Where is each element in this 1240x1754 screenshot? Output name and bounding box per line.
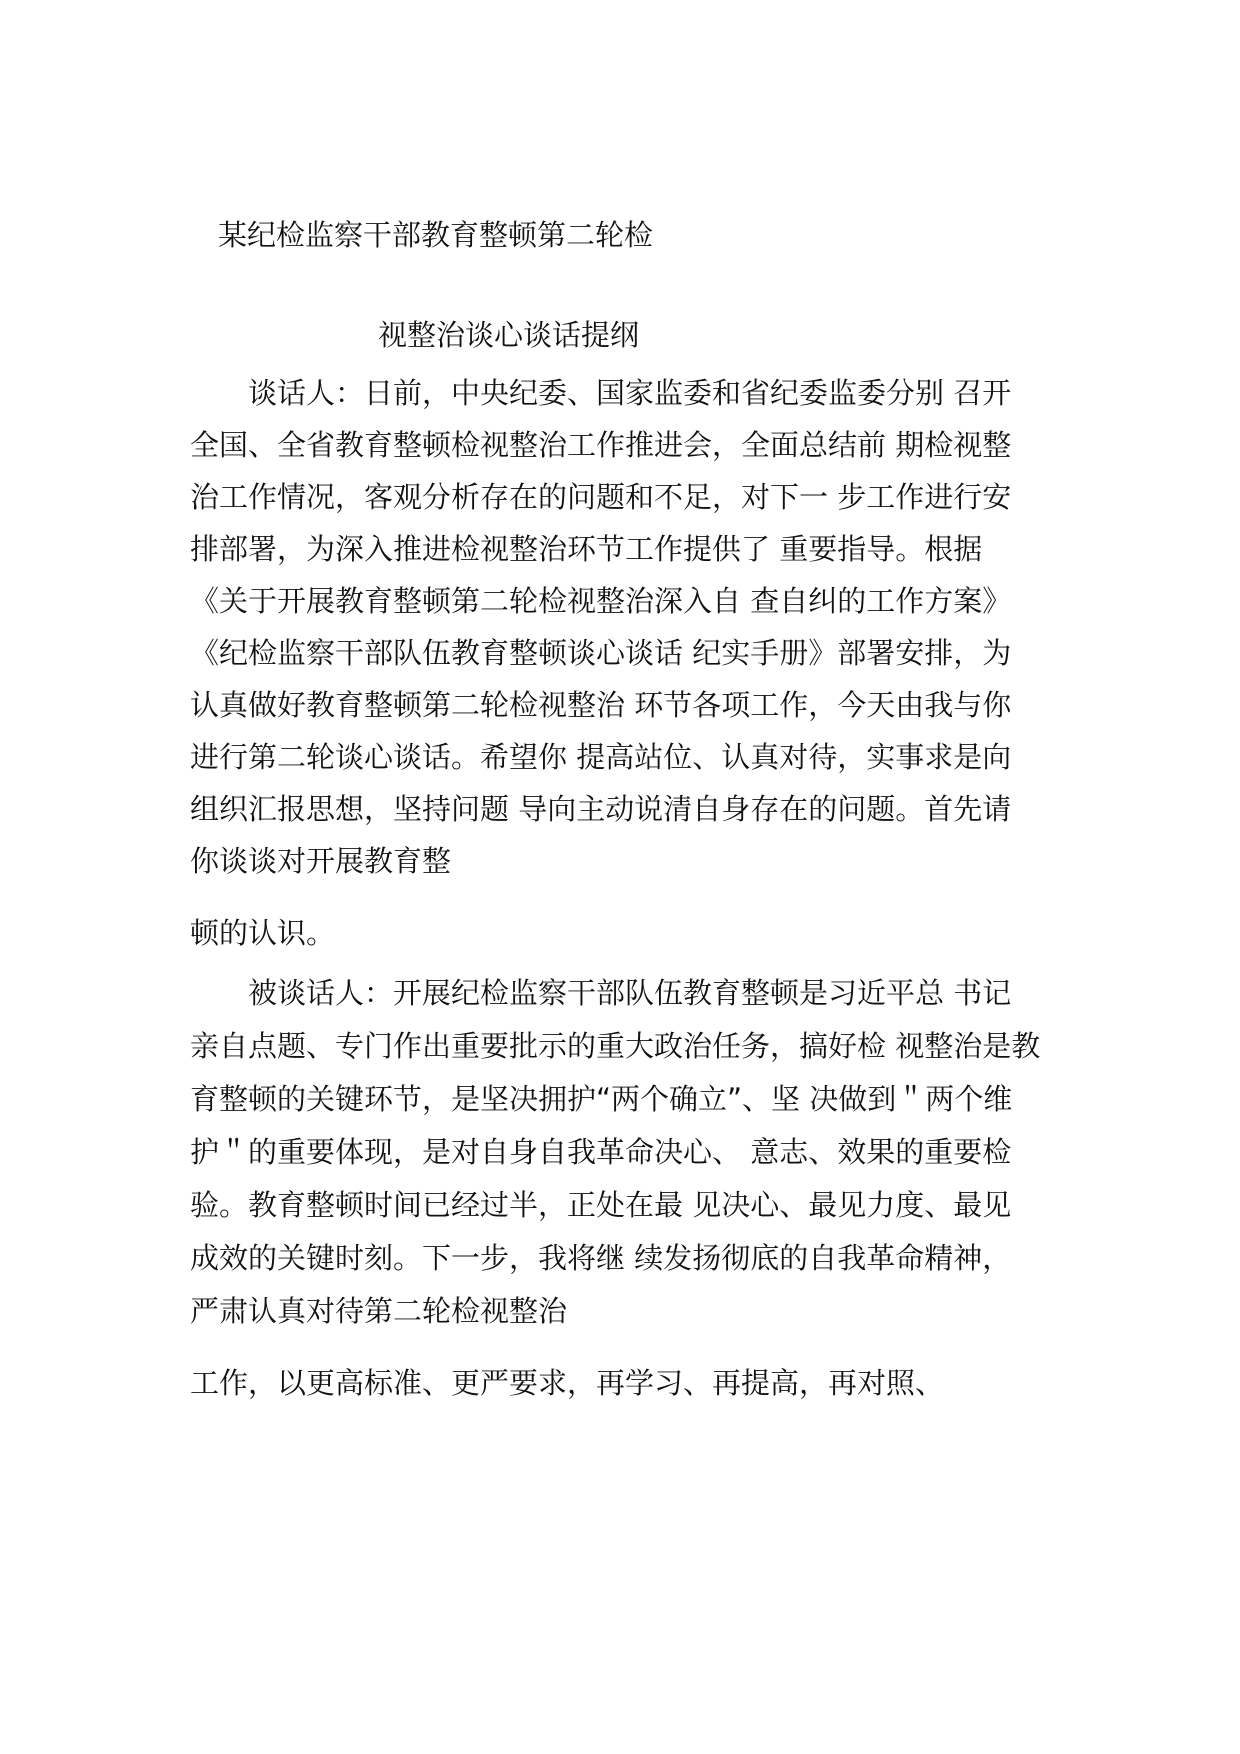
text-line: 全国、全省教育整顿检视整治工作推进会，全面总结前 期检视整 — [190, 428, 1012, 462]
text-line: 进行第二轮谈心谈话。希望你 提高站位、认真对待，实事求是向 — [190, 740, 1012, 774]
text-line: 护＂的重要体现，是对自身自我革命决心、 意志、效果的重要检 — [190, 1135, 1012, 1169]
text-line: 严肃认真对待第二轮检视整治 — [190, 1294, 568, 1328]
text-line: 育整顿的关键环节，是坚决拥护“两个确立”、坚 决做到＂两个维 — [190, 1082, 1013, 1116]
text-line: 验。教育整顿时间已经过半，正处在最 见决心、最见力度、最见 — [190, 1188, 1012, 1222]
text-line: 被谈话人：开展纪检监察干部队伍教育整顿是习近平总 书记 — [190, 976, 1012, 1010]
text-line: 亲自点题、专门作出重要批示的重大政治任务，搞好检 视整治是教 — [190, 1029, 1041, 1063]
text-line: 组织汇报思想，坚持问题 导向主动说清自身存在的问题。首先请 — [190, 792, 1012, 826]
text-line: 《纪检监察干部队伍教育整顿谈心谈话 纪实手册》部署安排，为 — [190, 636, 1012, 670]
text-line: 认真做好教育整顿第二轮检视整治 环节各项工作，今天由我与你 — [190, 688, 1012, 722]
text-line: 排部署，为深入推进检视整治环节工作提供了 重要指导。根据 — [190, 532, 983, 566]
text-line: 治工作情况，客观分析存在的问题和不足，对下一 步工作进行安 — [190, 480, 1012, 514]
text-line: 成效的关键时刻。下一步，我将继 续发扬彻底的自我革命精神， — [190, 1241, 1012, 1275]
document-title-line-1: 某纪检监察干部教育整顿第二轮检 — [218, 218, 654, 252]
text-line: 《关于开展教育整顿第二轮检视整治深入自 查自纠的工作方案》 — [190, 584, 1012, 618]
text-line: 谈话人：日前，中央纪委、国家监委和省纪委监委分别 召开 — [190, 376, 1012, 410]
document-title-line-2: 视整治谈心谈话提纲 — [378, 318, 640, 352]
text-line: 工作，以更高标准、更严要求，再学习、再提高，再对照、 — [190, 1366, 945, 1400]
text-line: 你谈谈对开展教育整 — [190, 844, 452, 878]
text-line: 顿的认识。 — [190, 916, 336, 950]
